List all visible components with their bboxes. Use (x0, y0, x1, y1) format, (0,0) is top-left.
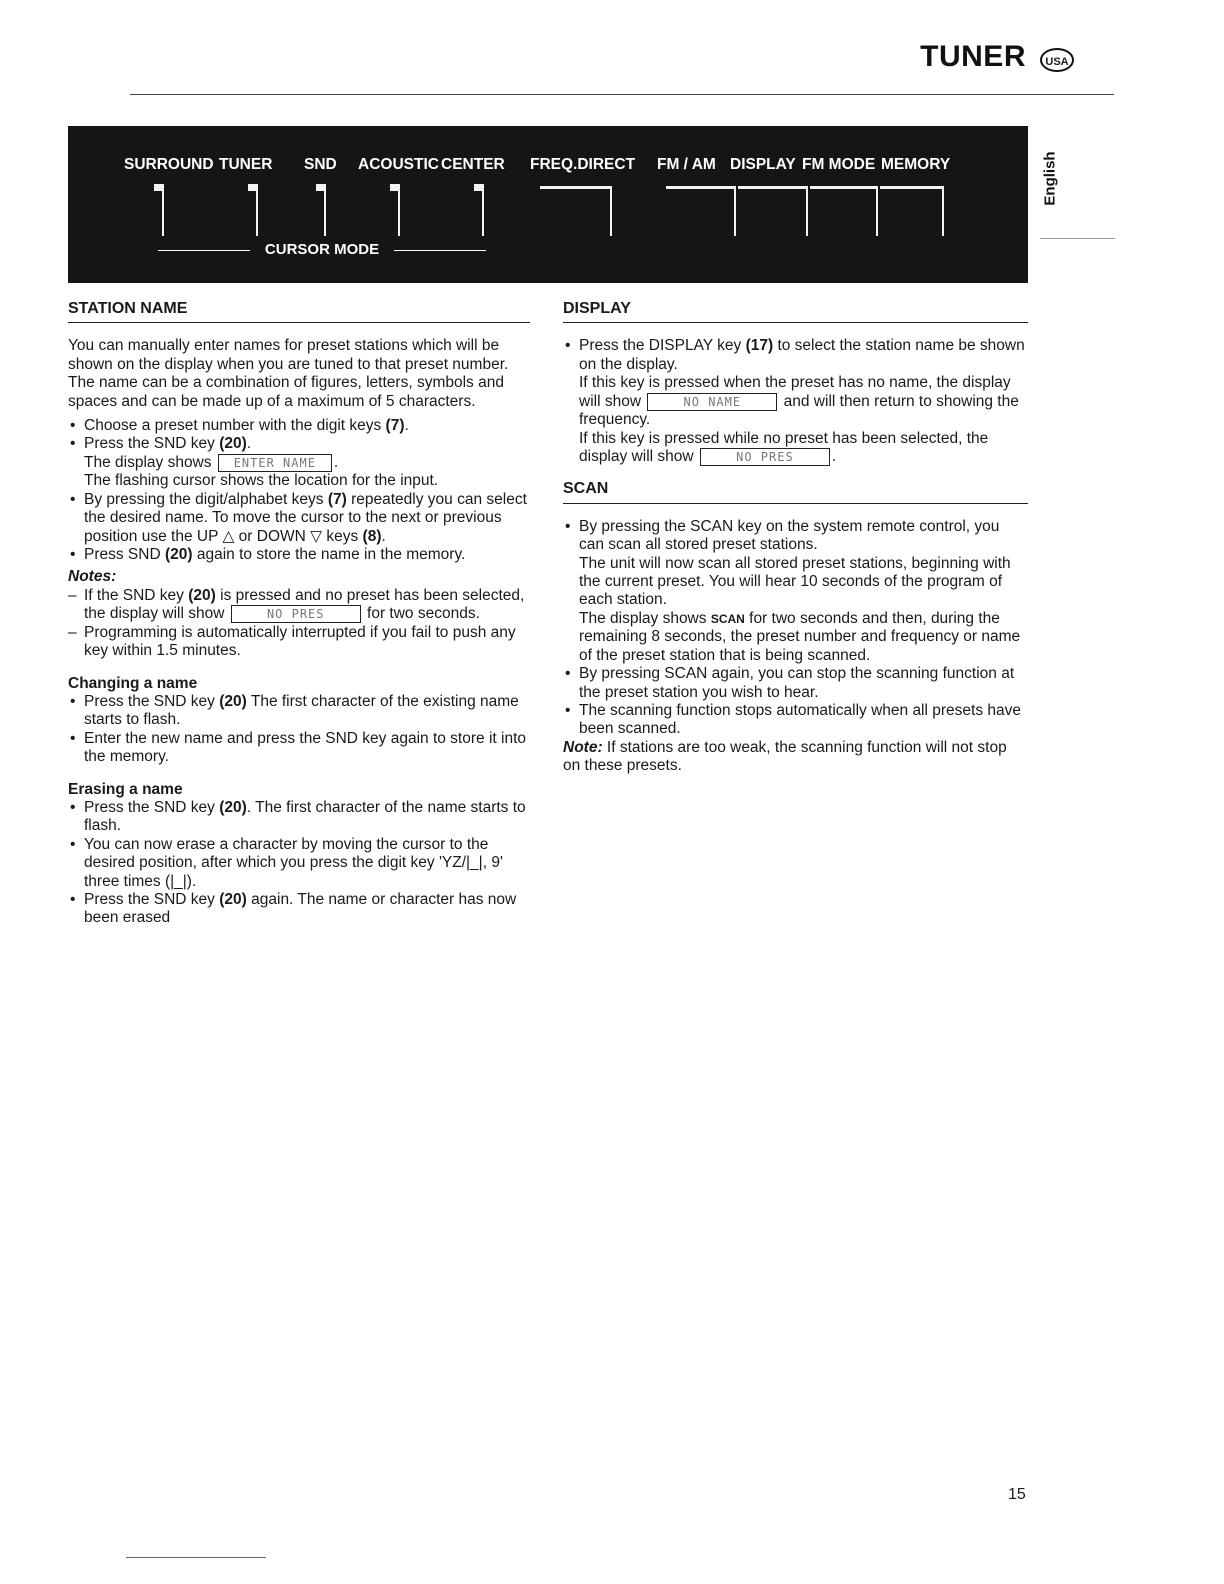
scan-note: Note: If stations are too weak, the scanning function will not stop on these presets. (563, 738, 1007, 775)
side-tab-rule (1040, 238, 1115, 239)
steps-list (68, 417, 530, 564)
list-item: • The scanning function stops automatically when all presets have been scanned. (563, 702, 1028, 739)
list-item: • Enter the new name and press the SND key again to store it into the memory. (68, 730, 530, 767)
scan-list (563, 518, 1028, 739)
list-item: • Press the SND key (20) The first character of the existing name starts to flash. (68, 693, 530, 730)
panel-label-display: DISPLAY (730, 156, 796, 173)
page-number: 15 (1008, 1486, 1026, 1503)
section-heading: STATION NAME (68, 300, 530, 323)
panel-label-fm-am: FM / AM (657, 156, 716, 173)
display-scan-column (563, 300, 1028, 776)
list-item: • By pressing SCAN again, you can stop the scanning function at the preset station you wish to hear. (563, 665, 1028, 702)
list-item: • By pressing the digit/alphabet keys (7) repeatedly you can select the desired name. To move the cursor to the next or previous position use the UP △ or DOWN ▽ keys (8). (68, 491, 530, 546)
lcd-display-text: NO NAME (647, 393, 777, 411)
panel-label-fm-mode: FM MODE (802, 156, 876, 173)
section-heading: DISPLAY (563, 300, 1028, 323)
list-item: • By pressing the SCAN key on the system remote control, you can scan all stored preset stations. The unit will now scan all stored preset stations, beginning with the current preset. You will hear 10 seconds of the program of each station. The display shows SCAN for two seconds and then, during the remaining 8 seconds, the preset number and frequency or name of the preset station that is being scanned. (563, 518, 1028, 665)
header-rule (130, 94, 1114, 95)
panel-label-freq-direct: FREQ.DIRECT (530, 156, 636, 173)
display-list (563, 337, 1028, 466)
panel-label-tuner: TUNER (219, 156, 273, 173)
list-item: • Press the SND key (20) again. The name or character has now been erased (68, 891, 530, 928)
list-item: • Choose a preset number with the digit keys (7). (68, 417, 530, 435)
panel-label-surround: SURROUND (124, 156, 214, 173)
cursor-mode-label: CURSOR MODE (158, 241, 486, 258)
lcd-display-text: NO PRES (231, 605, 361, 623)
list-item: – If the SND key (20) is pressed and no preset has been selected, the display will show NO PRES for two seconds. (68, 587, 530, 624)
intro-paragraph: You can manually enter names for preset stations which will be shown on the display when you are tuned to that preset number. (68, 337, 509, 373)
panel-label-center: CENTER (441, 156, 505, 173)
lcd-display-text: NO PRES (700, 448, 830, 466)
erasing-list (68, 799, 530, 928)
usa-badge: USA (1040, 48, 1074, 72)
subheading: Changing a name (68, 674, 198, 692)
button-panel-illustration (68, 126, 1028, 283)
subheading: Erasing a name (68, 780, 183, 798)
section-heading: SCAN (563, 480, 1028, 503)
panel-label-acoustic: ACOUSTIC (358, 156, 439, 173)
station-name-section (68, 300, 530, 928)
language-tab: English (1041, 151, 1059, 206)
page-title: TUNER (920, 40, 1026, 73)
notes-list (68, 587, 530, 661)
list-item: • Press the DISPLAY key (17) to select the station name be shown on the display. If this key is pressed when the preset has no name, the display will show NO NAME and will then return to showing the frequency. If this key is pressed while no preset has been selected, the display will show NO PRES . (563, 337, 1028, 466)
changing-list (68, 693, 530, 767)
intro-paragraph: The name can be a combination of figures, letters, symbols and spaces and can be made up of a maximum of 5 characters. (68, 374, 504, 410)
footer-rule (126, 1557, 266, 1558)
notes-heading: Notes: (68, 568, 117, 586)
panel-label-snd: SND (304, 156, 337, 173)
list-item: – Programming is automatically interrupted if you fail to push any key within 1.5 minutes. (68, 624, 530, 661)
list-item: • You can now erase a character by moving the cursor to the desired position, after which you press the digit key 'YZ/|_|, 9' three times (|_|). (68, 836, 530, 891)
list-item: • Press the SND key (20). The first character of the name starts to flash. (68, 799, 530, 836)
panel-label-memory: MEMORY (881, 156, 951, 173)
lcd-display-text: ENTER NAME (218, 454, 332, 472)
list-item: • Press SND (20) again to store the name in the memory. (68, 546, 530, 564)
scan-display-text: SCAN (710, 611, 745, 626)
list-item: • Press the SND key (20). The display shows ENTER NAME . The flashing cursor shows the location for the input. (68, 435, 530, 490)
